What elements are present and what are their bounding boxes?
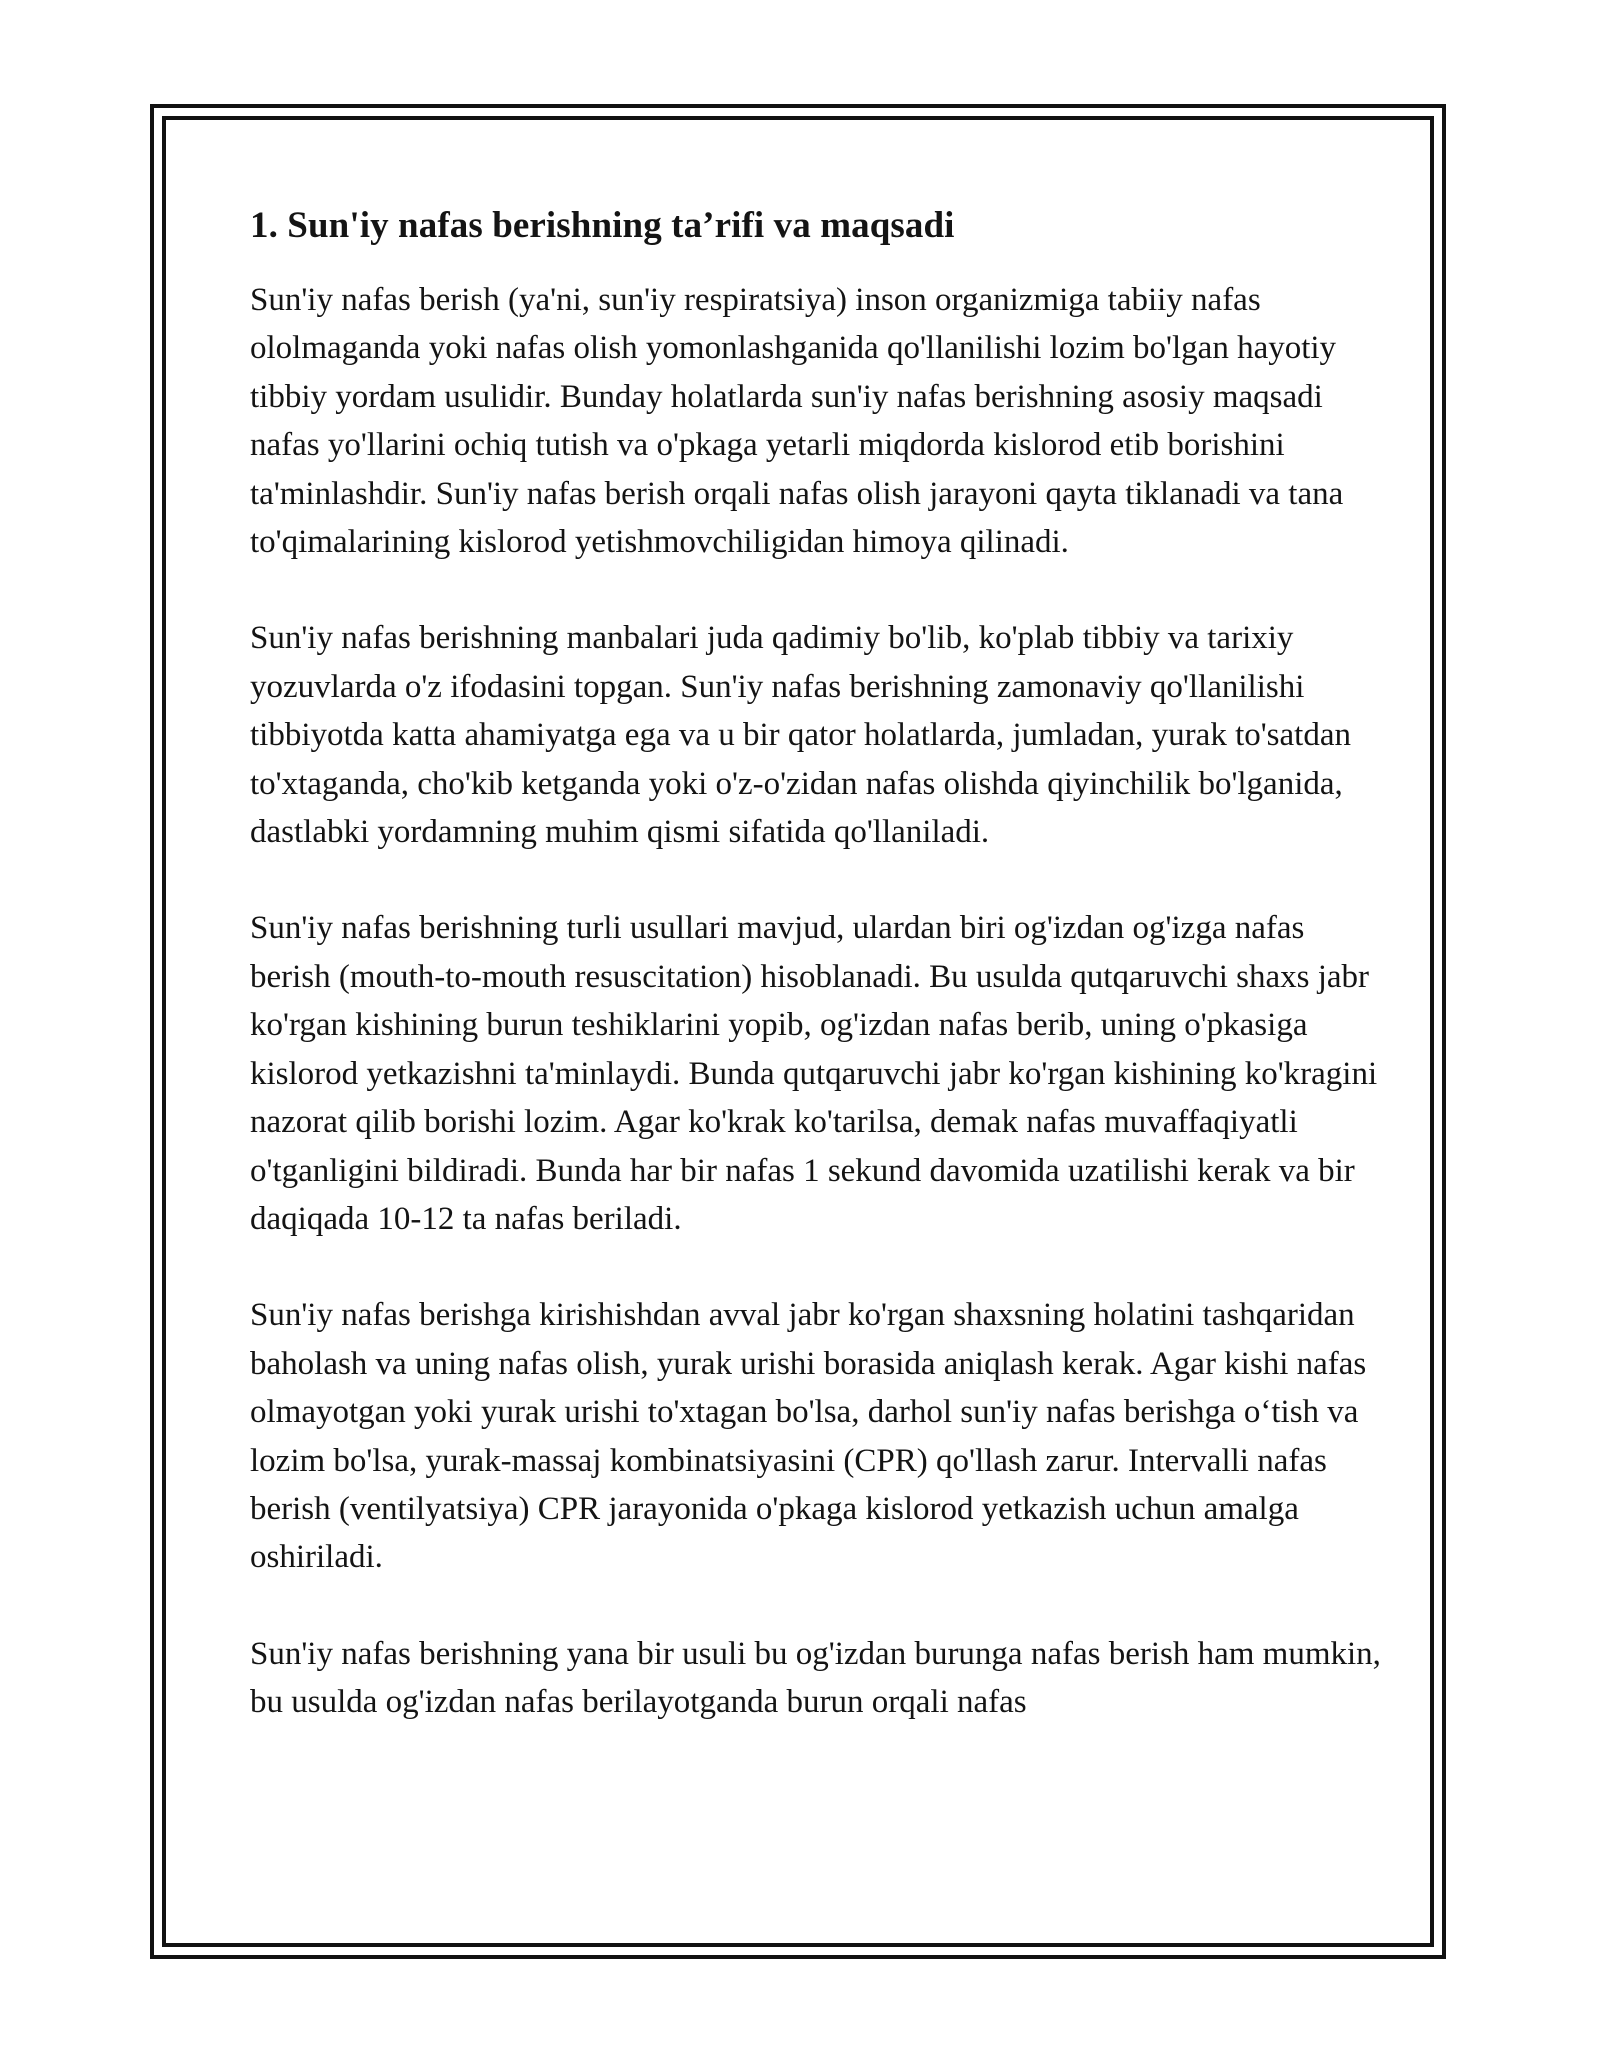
page-border-inner [162,116,1434,1947]
document-body [250,198,1390,1775]
paragraph-mouth-to-mouth: Sun'iy nafas berishning turli usullari mavjud, ulardan biri og'izdan og'izga nafas berish (mouth-to-mouth resuscitation) hisoblanadi. Bu usulda qutqaruvchi shaxs jabr ko'rgan kishining burun teshiklarini yopib, og'izdan nafas berib, uning o'pkasiga kislorod yetkazishni ta'minlaydi. Bunda qutqaruvchi jabr ko'rgan kishining ko'kragini nazorat qilib borishi lozim. Agar ko'krak ko'tarilsa, demak nafas muvaffaqiyatli o'tganligini bildiradi. Bunda har bir nafas 1 sekund davomida uzatilishi kerak va bir daqiqada 10-12 ta nafas beriladi. [250,910,1378,1237]
paragraph-mouth-to-nose: Sun'iy nafas berishning yana bir usuli bu og'izdan burunga nafas berish ham mumkin, bu usulda og'izdan nafas berilayotganda burun orqali nafas [250,1635,1381,1721]
paragraph-assessment-cpr: Sun'iy nafas berishga kirishishdan avval jabr ko'rgan shaxsning holatini tashqaridan baholash va uning nafas olish, yurak urishi borasida aniqlash kerak. Agar kishi nafas olmayotgan yoki yurak urishi to'xtagan bo'lsa, darhol sun'iy nafas berishga o‘tish va lozim bo'lsa, yurak-massaj kombinatsiyasini (CPR) qo'llash zarur. Intervalli nafas berish (ventilyatsiya) CPR jarayonida o'pkaga kislorod yetkazish uchun amalga oshiriladi. [250,1297,1367,1576]
page-border-outer [150,104,1446,1959]
section-heading: 1. Sun'iy nafas berishning ta’rifi va maqsadi [250,205,955,246]
paragraph-definition: Sun'iy nafas berish (ya'ni, sun'iy respiratsiya) inson organizmiga tabiiy nafas ololmaganda yoki nafas olish yomonlashganida qo'llanilishi lozim bo'lgan hayotiy tibbiy yordam usulidir. Bunday holatlarda sun'iy nafas berishning asosiy maqsadi nafas yo'llarini ochiq tutish va o'pkaga yetarli miqdorda kislorod etib borishini ta'minlashdir. Sun'iy nafas berish orqali nafas olish jarayoni qayta tiklanadi va tana to'qimalarining kislorod yetishmovchiligidan himoya qilinadi. [250,282,1344,561]
paragraph-history: Sun'iy nafas berishning manbalari juda qadimiy bo'lib, ko'plab tibbiy va tarixiy yozuvlarda o'z ifodasini topgan. Sun'iy nafas berishning zamonaviy qo'llanilishi tibbiyotda katta ahamiyatga ega va u bir qator holatlarda, jumladan, yurak to'satdan to'xtaganda, cho'kib ketganda yoki o'z-o'zidan nafas olishda qiyinchilik bo'lganida, dastlabki yordamning muhim qismi sifatida qo'llaniladi. [250,620,1351,851]
